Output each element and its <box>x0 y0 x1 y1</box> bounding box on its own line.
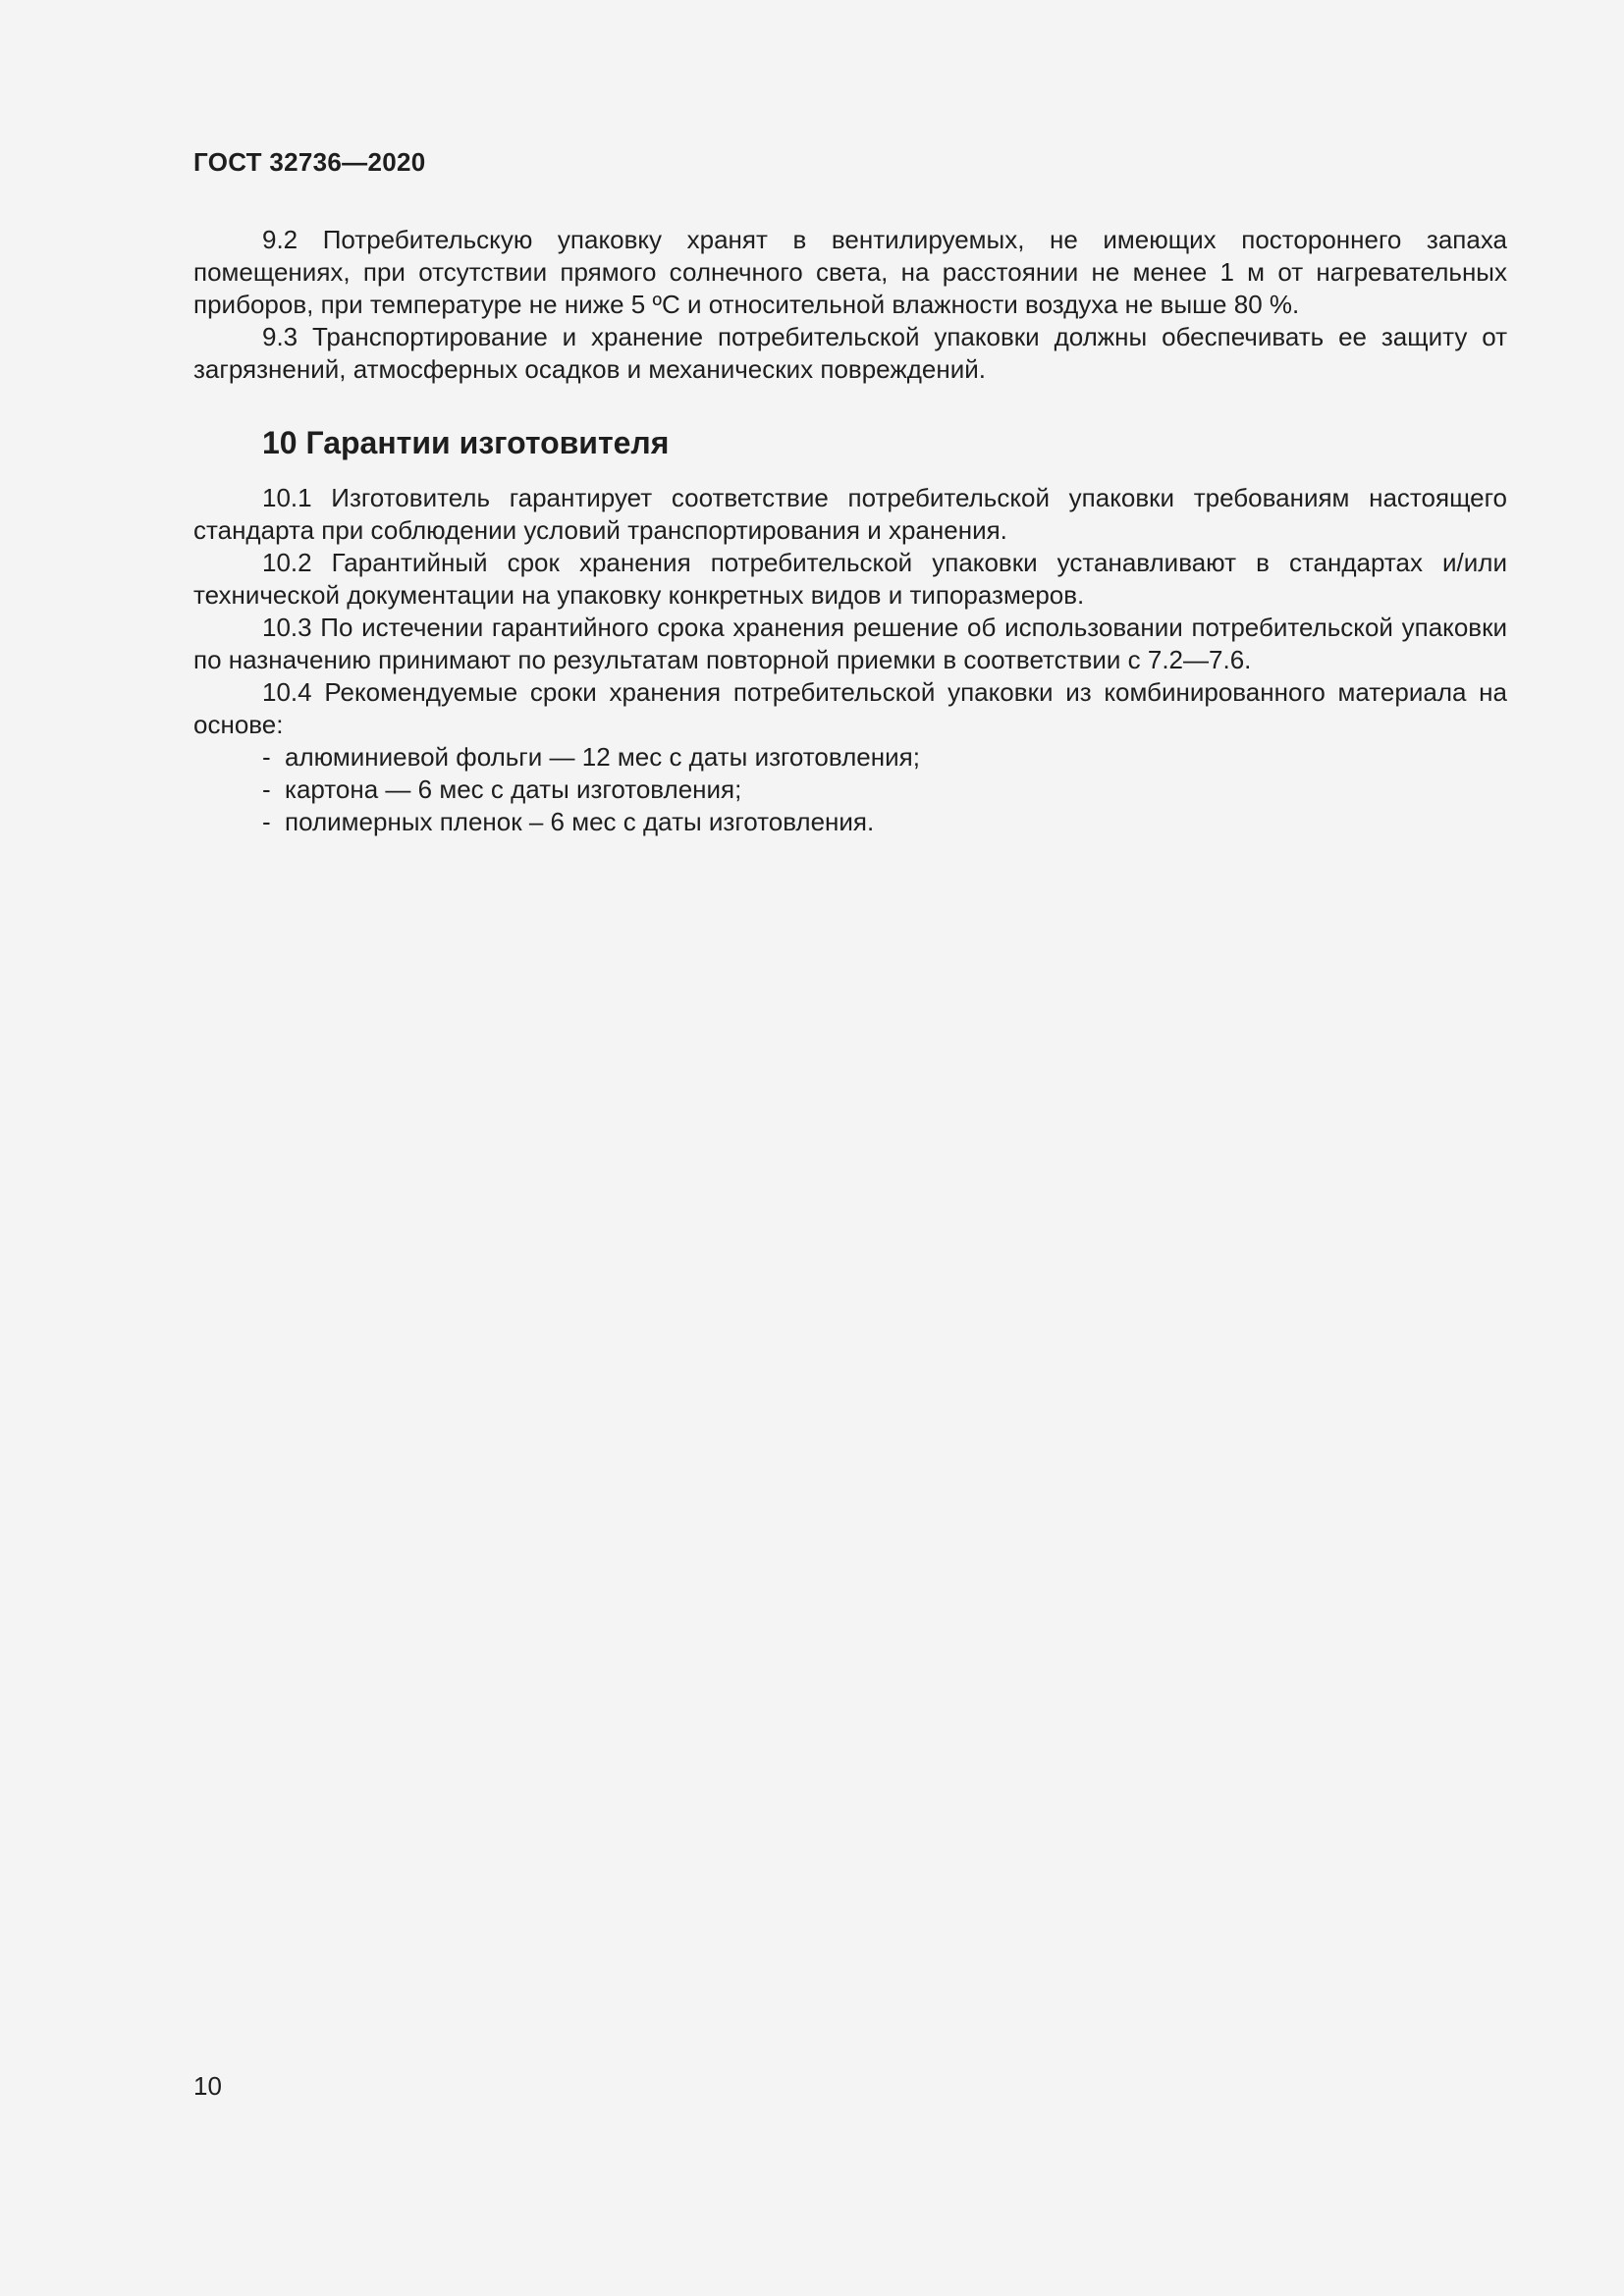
section-heading: 10 Гарантии изготовителя <box>262 425 670 460</box>
paragraph-10-3: 10.3 По истечении гарантийного срока хранения решение об использовании потребительской упаковки по назначению принимают по результатам повторной приемки в соответствии с 7.2—7.6. <box>193 613 1507 674</box>
list-item <box>193 806 1507 838</box>
list-item <box>193 774 1507 806</box>
storage-terms-list <box>193 741 1507 838</box>
paragraph-9-3: 9.3 Транспортирование и хранение потребительской упаковки должны обеспечивать ее защиту от загрязнений, атмосферных осадков и механических повреждений. <box>193 322 1507 384</box>
paragraph-9-2: 9.2 Потребительскую упаковку хранят в вентилируемых, не имеющих постороннего запаха помещениях, при отсутствии прямого солнечного света, на расстоянии не менее 1 м от нагревательных приборов, при температуре не ниже 5 ºС и относительной влажности воздуха не выше 80 %. <box>193 225 1507 319</box>
list-item-text: алюминиевой фольги — 12 мес с даты изготовления; <box>285 742 920 772</box>
page-number: 10 <box>193 2071 222 2101</box>
list-item <box>193 741 1507 774</box>
page-content <box>193 224 1507 838</box>
paragraph-10-4: 10.4 Рекомендуемые сроки хранения потребительской упаковки из комбинированного материала на основе: <box>193 677 1507 739</box>
list-dash: - <box>262 742 271 772</box>
list-dash: - <box>262 774 271 804</box>
paragraph-10-1: 10.1 Изготовитель гарантирует соответствие потребительской упаковки требованиям настоящего стандарта при соблюдении условий транспортирования и хранения. <box>193 483 1507 545</box>
list-item-text: картона — 6 мес с даты изготовления; <box>285 774 742 804</box>
list-item-text: полимерных пленок – 6 мес с даты изготовления. <box>285 807 875 836</box>
paragraph-10-2: 10.2 Гарантийный срок хранения потребительской упаковки устанавливают в стандартах и/или технической документации на упаковку конкретных видов и типоразмеров. <box>193 548 1507 610</box>
list-dash: - <box>262 807 271 836</box>
document-header: ГОСТ 32736—2020 <box>193 147 426 177</box>
